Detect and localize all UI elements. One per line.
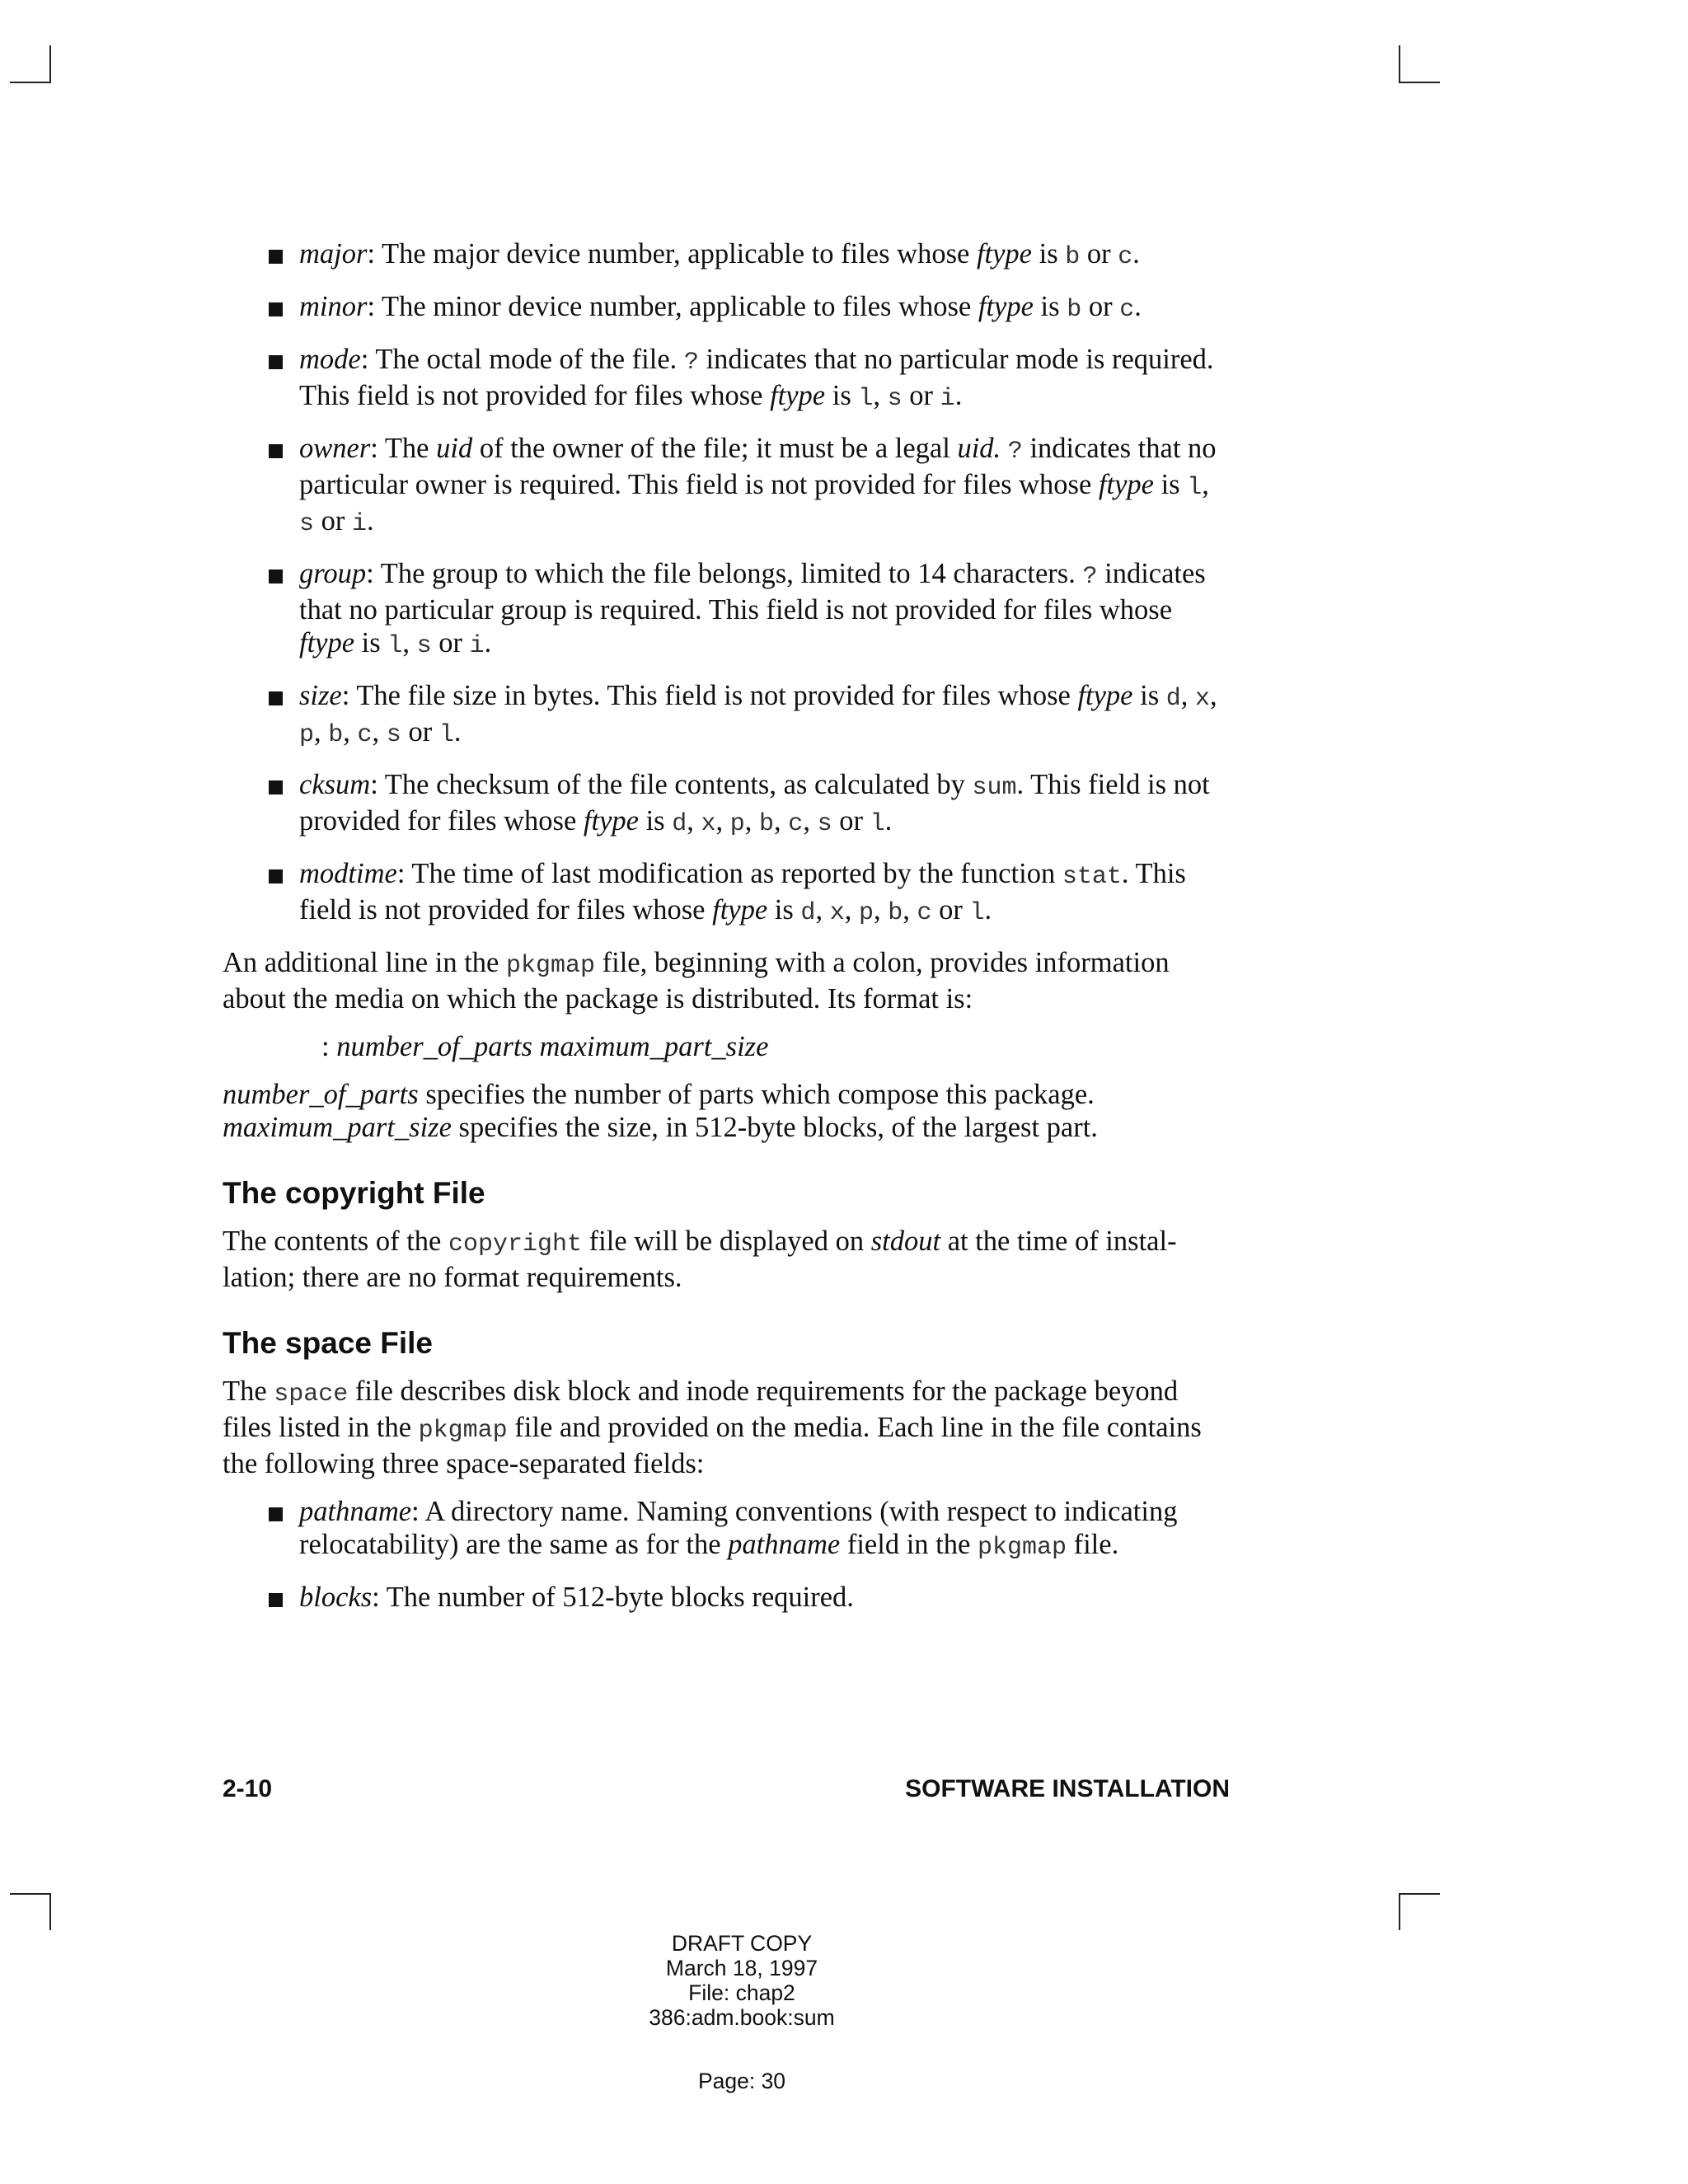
text-run: ,	[715, 805, 730, 837]
code-term: d	[672, 810, 687, 838]
text-run: ,	[803, 805, 818, 837]
field-item-size	[223, 679, 1230, 752]
text-run: : A directory name. Naming conventions (with respect to indicating relocatability) are the same as for the	[299, 1496, 1178, 1560]
syntax-arguments: number_of_parts maximum_part_size	[336, 1031, 769, 1062]
text-run: or	[1080, 238, 1118, 269]
field-name: pathname	[299, 1496, 412, 1527]
draft-stamp-line: 386:adm.book:sum	[649, 2005, 835, 2030]
code-term: i	[352, 510, 368, 538]
crop-mark-top-right	[1399, 82, 1440, 83]
italic-term: ftype	[712, 894, 768, 926]
square-bullet-icon	[269, 869, 283, 883]
code-term: copyright	[448, 1230, 583, 1258]
text-run: file and provided on the media. Each line in the file contains the following three space-separated fields:	[223, 1412, 1202, 1479]
square-bullet-icon	[269, 1593, 283, 1607]
field-name: size	[299, 680, 342, 711]
text-run: or	[832, 805, 870, 837]
text-run: .	[984, 894, 992, 926]
code-term: l	[858, 385, 874, 413]
italic-term: number_of_parts	[223, 1079, 419, 1110]
text-run: : The time of last modification as reported by the function	[396, 858, 1062, 889]
code-term: c	[1118, 243, 1133, 271]
crop-mark-bottom-left	[49, 1893, 51, 1930]
code-term: ?	[683, 349, 699, 377]
italic-term: ftype	[1077, 680, 1133, 711]
text-run: ,	[343, 716, 358, 748]
text-run: or	[431, 627, 470, 658]
space-paragraph	[223, 1375, 1230, 1480]
field-name: group	[299, 558, 367, 589]
code-term: i	[940, 385, 955, 413]
text-run: ,	[815, 894, 830, 926]
copyright-paragraph	[223, 1225, 1230, 1294]
italic-term: ftype	[770, 380, 826, 411]
text-run: The contents of the	[223, 1226, 448, 1257]
crop-mark-bottom-right	[1399, 1893, 1400, 1930]
crop-mark-bottom-left	[10, 1893, 51, 1895]
text-run: or	[931, 894, 970, 926]
italic-term: uid	[436, 433, 473, 464]
text-run: or	[314, 505, 353, 537]
text-run: specifies the number of parts which compose this package.	[418, 1079, 1095, 1110]
square-bullet-icon	[269, 569, 283, 583]
code-term: c	[357, 721, 373, 749]
text-run: ,	[1180, 680, 1196, 711]
text-run: file, beginning with a colon, provides information about the media on which the package is distributed. Its format is:	[223, 947, 1170, 1015]
code-term: space	[274, 1380, 349, 1408]
code-term: ?	[1007, 438, 1023, 466]
text-run: The	[223, 1376, 274, 1407]
italic-term: maximum_part_size	[223, 1112, 452, 1143]
code-term: c	[788, 810, 804, 838]
text-run: or	[401, 716, 439, 748]
italic-term: ftype	[1098, 469, 1154, 500]
text-run: .	[1134, 291, 1142, 322]
text-run: : The minor device number, applicable to files whose	[367, 291, 978, 322]
field-item-major	[223, 237, 1230, 274]
text-run: is	[1132, 680, 1166, 711]
text-run: file will be displayed on	[582, 1226, 871, 1257]
text-run: ,	[1202, 469, 1209, 500]
space-heading: The space File	[223, 1326, 433, 1360]
field-item-modtime	[223, 857, 1230, 930]
text-run: ,	[1210, 680, 1217, 711]
field-item-blocks	[223, 1581, 1230, 1614]
text-run: indicates that no particular mode is required. This field is not provided for files whose	[299, 344, 1214, 411]
field-item-owner	[223, 432, 1230, 541]
text-run: .	[453, 716, 462, 748]
field-item-group	[223, 557, 1230, 663]
page-footer	[223, 1775, 1230, 1808]
field-item-minor	[223, 290, 1230, 326]
code-term: d	[1165, 685, 1181, 713]
copyright-heading: The copyright File	[223, 1176, 485, 1210]
draft-stamp-line: File: chap2	[688, 1980, 795, 2005]
field-item-cksum	[223, 768, 1230, 841]
italic-term: ftype	[583, 805, 639, 837]
square-bullet-icon	[269, 302, 283, 316]
text-run: : The	[370, 433, 437, 464]
page-label: Page: 30	[697, 2069, 786, 2093]
text-run: is	[767, 894, 801, 926]
square-bullet-icon	[269, 444, 283, 458]
text-run: An additional line in the	[223, 947, 506, 978]
italic-term: ftype	[976, 238, 1032, 269]
text-run: .	[954, 380, 963, 411]
crop-mark-top-left	[10, 82, 51, 83]
square-bullet-icon	[269, 780, 283, 794]
field-name: owner	[299, 433, 371, 464]
text-run	[1001, 433, 1008, 464]
field-item-pathname	[223, 1495, 1230, 1564]
text-run: at the time of installation; there are no format requirements.	[223, 1226, 1177, 1293]
text-run: file describes disk block and inode requirements for the package beyond files listed in the	[223, 1376, 1179, 1443]
text-run: .	[484, 627, 492, 658]
text-run: or	[1081, 291, 1120, 322]
code-term: l	[438, 721, 454, 749]
italic-term: uid.	[957, 433, 1001, 464]
draft-stamp-line: DRAFT COPY	[671, 1931, 813, 1956]
text-run: .	[367, 505, 374, 537]
text-run: ,	[687, 805, 701, 837]
page-body	[223, 237, 1230, 1630]
text-run: is	[1153, 469, 1188, 500]
parts-paragraph	[223, 1078, 1230, 1144]
code-term: sum	[972, 774, 1017, 802]
code-term: x	[1195, 685, 1211, 713]
code-term: p	[299, 721, 315, 749]
text-run: . This field is not provided for files whose	[299, 858, 1186, 926]
text-run: ,	[844, 894, 859, 926]
text-run: ,	[372, 716, 387, 748]
code-term: s	[299, 510, 315, 538]
italic-term: pathname	[728, 1529, 841, 1560]
code-term: l	[870, 810, 885, 838]
italic-term: ftype	[978, 291, 1034, 322]
field-name: blocks	[299, 1582, 373, 1613]
square-bullet-icon	[269, 1507, 283, 1521]
text-run: or	[902, 380, 940, 411]
text-run: : The octal mode of the file.	[360, 344, 684, 375]
code-term: b	[328, 721, 344, 749]
code-term: b	[759, 810, 775, 838]
square-bullet-icon	[269, 691, 283, 705]
square-bullet-icon	[269, 355, 283, 369]
text-run: specifies the size, in 512-byte blocks, of the largest part.	[451, 1112, 1098, 1143]
code-term: s	[887, 385, 903, 413]
text-run: : The number of 512-byte blocks required.	[372, 1582, 854, 1613]
text-run: indicates that no particular owner is required. This field is not provided for files whose	[299, 433, 1217, 500]
text-run: ,	[774, 805, 789, 837]
code-term: pkgmap	[418, 1417, 508, 1445]
code-term: ?	[1082, 563, 1098, 591]
crop-mark-top-right	[1399, 45, 1400, 82]
text-run: ,	[744, 805, 760, 837]
code-term: l	[969, 899, 985, 927]
code-term: stat	[1062, 863, 1122, 891]
field-list-space	[223, 1495, 1230, 1614]
text-run: file.	[1066, 1529, 1119, 1560]
pkgmap-media-paragraph	[223, 946, 1230, 1015]
text-run: ,	[402, 627, 417, 658]
text-run: .	[1132, 238, 1140, 269]
text-run: is	[1033, 291, 1067, 322]
text-run: ,	[873, 380, 888, 411]
field-name: minor	[299, 291, 368, 322]
text-run: field in the	[840, 1529, 978, 1560]
field-name: major	[299, 238, 368, 269]
code-term: x	[701, 810, 716, 838]
field-list-pkgmap	[223, 237, 1230, 930]
text-run: : The major device number, applicable to files whose	[367, 238, 977, 269]
draft-stamp	[577, 1931, 907, 2030]
field-name: modtime	[299, 858, 397, 889]
code-term: b	[1067, 296, 1082, 324]
code-term: c	[1119, 296, 1135, 324]
page-number: 2-10	[223, 1775, 273, 1802]
text-run: is	[354, 627, 388, 658]
code-term: b	[888, 899, 903, 927]
text-run: ,	[903, 894, 917, 926]
text-run: ,	[873, 894, 889, 926]
code-term: s	[416, 632, 432, 660]
text-run: is	[825, 380, 859, 411]
draft-stamp-line: March 18, 1997	[665, 1956, 818, 1980]
code-term: c	[917, 899, 932, 927]
syntax-colon: :	[321, 1031, 330, 1062]
code-term: s	[817, 810, 832, 838]
format-syntax	[223, 1030, 1230, 1063]
text-run: .	[884, 805, 893, 837]
code-term: d	[800, 899, 816, 927]
square-bullet-icon	[269, 250, 283, 264]
crop-mark-bottom-right	[1399, 1893, 1440, 1895]
code-term: b	[1065, 243, 1081, 271]
text-run: . This field is not provided for files whose	[299, 769, 1210, 837]
text-run: is	[638, 805, 673, 837]
code-term: l	[387, 632, 403, 660]
code-term: pkgmap	[505, 952, 596, 980]
italic-term: stdout	[870, 1226, 941, 1257]
field-item-mode	[223, 343, 1230, 415]
running-title: SOFTWARE INSTALLATION	[905, 1775, 1230, 1802]
text-run: : The file size in bytes. This field is not provided for files whose	[341, 680, 1078, 711]
code-term: x	[829, 899, 845, 927]
code-term: s	[386, 721, 401, 749]
code-term: i	[469, 632, 485, 660]
text-run: : The checksum of the file contents, as calculated by	[370, 769, 973, 800]
code-term: pkgmap	[977, 1534, 1067, 1562]
text-run: : The group to which the file belongs, limited to 14 characters.	[366, 558, 1083, 589]
text-run: of the owner of the file; it must be a legal	[472, 433, 958, 464]
code-term: p	[729, 810, 745, 838]
code-term: l	[1187, 474, 1203, 502]
italic-term: ftype	[299, 627, 355, 658]
code-term: p	[858, 899, 874, 927]
field-name: mode	[299, 344, 361, 375]
text-run: ,	[314, 716, 329, 748]
text-run: is	[1031, 238, 1066, 269]
field-name: cksum	[299, 769, 371, 800]
text-run: indicates that no particular group is required. This field is not provided for files whose	[299, 558, 1206, 626]
crop-mark-top-left	[49, 45, 51, 82]
